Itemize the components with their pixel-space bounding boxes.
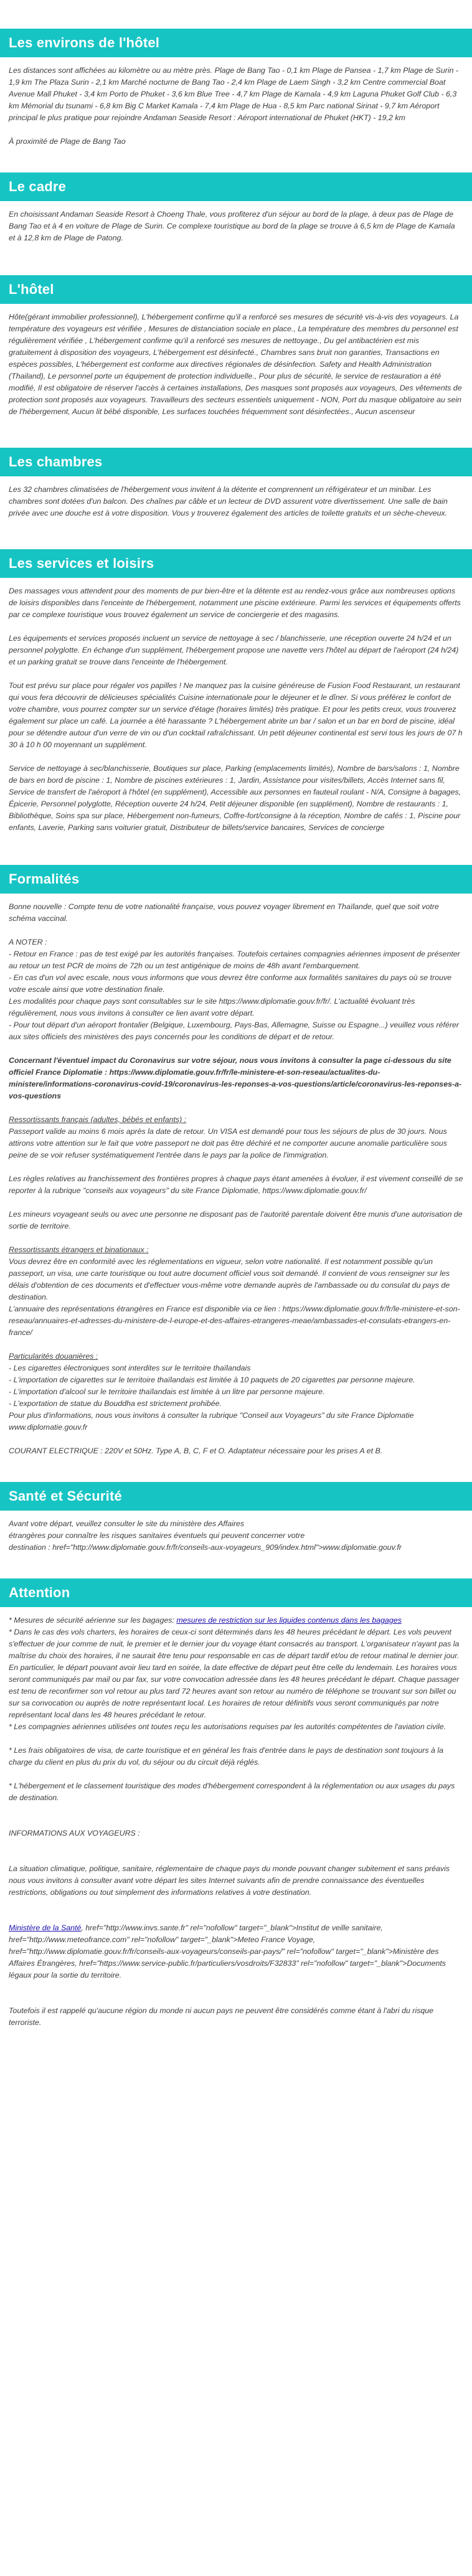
attention-2: * Dans le cas des vols charters, les horaires de ceux-ci sont déterminés dans les 48 heures précédant le départ. Les vols peuvent s'effectuer de jour comme de nuit, le premier et le dernier jour du voyage étant consacrés au transport. L'organisateur n'ayant pas la maîtrise du choix des horaires, il ne saurait être tenu pour responsable en cas de départ tardif et/ou de retour matinal le dernier jour. En particulier, le départ pouvant avoir lieu tard en soirée, la date effective de départ peut être celle du lendemain. Les horaires vous seront communiqués par mail ou par fax, sur votre convocation adressée dans les 48 heures précédant le départ. Chaque passager est tenu de reconfirmer son vol retour au plus tard 72 heures avant son retour au numéro de téléphone se trouvant sur son billet ou sur sa convocation ou auprès de notre représentant local. Les horaires de retour définitifs vous seront communiqués par notre représentant local dans les 48 heures précédant le retour. — [9, 1628, 460, 1719]
attention-1-text: * Mesures de sécurité aérienne sur les bagages: — [9, 1616, 177, 1625]
info-voyageurs-1: La situation climatique, politique, sanitaire, réglementaire de chaque pays du monde pouvant changer subitement et sans préavis — [9, 1864, 450, 1873]
section-services — [0, 578, 472, 834]
ressortissants-1: Passeport valide au moins 6 mois après la date de retour. Un VISA est demandé pour tous les séjours de plus de 30 jours. Nous attirons votre attention sur le fait que votre passeport ne doit pas être déchiré et ne comporter aucune anomalie particulière sous peine de se voir refuser systématiquement l'entrée dans le pays par la police de l'immigration. — [9, 1127, 447, 1159]
ministere-sante-link[interactable]: Ministère de la Santé — [9, 1923, 82, 1932]
info-voyageurs-heading: INFORMATIONS AUX VOYAGEURS : — [9, 1829, 140, 1838]
attention-4: * Les frais obligatoires de visa, de carte touristique et en général les frais d'entrée dans le pays de destination sont toujours à la charge du client en plus du prix du vol, du séjour ou du circuit déjà réglés. — [9, 1746, 444, 1767]
attention-1 — [9, 1615, 463, 1626]
formalites-intro: Bonne nouvelle : Compte tenu de votre nationalité française, vous pouvez voyager librement en Thaïlande, quel que soit votre schéma vaccinal. — [9, 902, 439, 923]
courant-electrique: COURANT ELECTRIQUE : 220V et 50Hz. Type A, B, C, F et O. Adaptateur nécessaire pour les prises A et B. — [9, 1446, 383, 1455]
section-sante — [0, 1511, 472, 1554]
services-p4: Service de nettoyage à sec/blanchisserie, Boutiques sur place, Parking (emplacements limités), Nombre de bars/salons : 1, Nombre de bars en bord de piscine : 1, Nombre de piscines extérieures : 1, Jardin, Assistance pour visites/billets, Accès Internet sans fil, Service de transfert de l'aéroport à l'hôtel (en supplément), Accessible aux personnes en fauteuil roulant - N/A, Consigne à bagages, Épicerie, Personnel polyglotte, Réception ouverte 24 h/24, Petit déjeuner disponible (en supplément), Nombre de restaurants : 1, Bibliothèque, Soins spa sur place, Hébergement non-fumeurs, Coffre-fort/consigne à la réception, Nombre de cafés : 1, Piscine pour enfants, Laverie, Parking sans voiturier gratuit, Distributeur de billets/service bancaires, Services de concierge — [9, 764, 461, 832]
douane-2: - L'importation de cigarettes sur le territoire thaïlandais est limitée à 10 paquets de 20 cigarettes par personne majeure. — [9, 1375, 415, 1384]
section-chambres — [0, 476, 472, 519]
section-title-cadre: Le cadre — [0, 172, 472, 201]
services-p2: Les équipements et services proposés incluent un service de nettoyage à sec / blanchisserie, une réception ouverte 24 h/24 et un personnel polyglotte. En échange d'un supplément, l'hébergement propose une navette vers l'hôtel au départ de l'aéroport (24 h/24) et un parking gratuit se trouve dans l'enceinte de l'hébergement. — [9, 634, 459, 666]
douane-5: Pour plus d'informations, nous vous invitons à consulter la rubrique "Conseil aux Voyageurs" du site France Diplomatie www.diplomatie.gouv.fr — [9, 1411, 414, 1432]
sante-line-3: destination : href="http://www.diplomatie.gouv.fr/fr/conseils-aux-voyageurs_909/index.html">www.diplomatie.gouv.fr — [9, 1543, 402, 1552]
note-1: - Retour en France : pas de test exigé par les autorités françaises. Toutefois certaines compagnies aériennes imposent de présenter au retour un test PCR de moins de 72h ou un test antigénique de moins de 48h avant l'embarquement. — [9, 950, 460, 970]
environs-proximity: À proximité de Plage de Bang Tao — [9, 137, 126, 146]
section-title-formalites: Formalités — [0, 865, 472, 894]
section-title-attention: Attention — [0, 1578, 472, 1607]
section-title-services: Les services et loisirs — [0, 549, 472, 578]
section-environs — [0, 57, 472, 148]
liquids-restriction-link[interactable]: mesures de restriction sur les liquides contenus dans les bagages — [176, 1616, 402, 1625]
info-voyageurs-2: nous vous invitons à consulter avant votre départ les sites Internet suivants afin de prendre connaissance des éventuelles restrictions, obligations ou tout simplement des informations relatives à votre destination. — [9, 1876, 425, 1897]
section-title-environs: Les environs de l'hôtel — [0, 29, 472, 57]
covid-notice: Concernant l'éventuel impact du Coronavirus sur votre séjour, nous vous invitons à consulter la page ci-dessous du site officiel France Diplomatie : https://www.diplomatie.gouv.fr/fr/le-ministere-et-son-reseau/actualites-du-ministere/informations-coronavirus-covid-19/coronavirus-les-reponses-a-vos-questions/article/coronavirus-les-reponses-a-vos-questions — [9, 1056, 462, 1100]
note-4: - Pour tout départ d'un aéroport frontalier (Belgique, Luxembourg, Pays-Bas, Allemagne, Suisse ou Espagne...) veuillez vous référer aux sites officiels des ministères des pays concernés pour les conditions de départ et de retour. — [9, 1021, 460, 1041]
section-attention — [0, 1607, 472, 2029]
chambres-text: Les 32 chambres climatisées de l'hébergement vous invitent à la détente et comprennent un réfrigérateur et un minibar. Les chambres sont dotées d'un balcon. Des chaînes par câble et un lecteur de DVD assurent votre divertissement. Une salle de bain privée avec une douche est à votre disposition. Vous y trouverez également des articles de toilette gratuits et un sèche-cheveux. — [9, 485, 448, 517]
ressortissants-2: Les règles relatives au franchissement des frontières propres à chaque pays étant amenées à évoluer, il est vivement conseillé de se reporter à la rubrique "conseils aux voyageurs" du site France Diplomatie, https://www.diplomatie.gouv.fr/ — [9, 1174, 463, 1195]
official-links — [9, 1922, 463, 1981]
note-3: Les modalités pour chaque pays sont consultables sur le site https://www.diplomatie.gouv.fr/fr/. L'actualité évoluant très régulièrement, nous vous invitons à consulter ce lien avant votre départ. — [9, 997, 415, 1017]
cadre-text: En choisissant Andaman Seaside Resort à Choeng Thale, vous profiterez d'un séjour au bord de la plage, à deux pas de Plage de Bang Tao et à 4 en voiture de Plage de Surin. Ce complexe touristique au bord de la plage se trouve à 6,5 km de Plage de Kamala et à 12,8 km de Plage de Patong. — [9, 210, 455, 242]
douane-4: - L'exportation de statue du Bouddha est strictement prohibée. — [9, 1399, 222, 1408]
attention-5: * L'hébergement et le classement touristique des modes d'hébergement correspondent à la réglementation ou aux usages du pays de destination. — [9, 1781, 455, 1802]
environs-distances: Les distances sont affichées au kilomètre ou au mètre près. Plage de Bang Tao - 0,1 km Plage de Pansea - 1,7 km Plage de Surin - 1,9 km The Plaza Surin - 2,1 km Marché nocturne de Bang Tao - 2,4 km Plage de Laem Singh - 3,2 km Centre commercial Boat Avenue Mall Phuket - 3,4 km Porto de Phuket - 3,6 km Blue Tree - 4,7 km Plage de Kamala - 4,9 km Laguna Phuket Golf Club - 6,3 km Mémorial du tsunami - 6,8 km Big C Market Kamala - 7,4 km Plage de Hua - 8,5 km Parc national Sirinat - 9,7 km Aéroport principal le plus pratique pour rejoindre Andaman Seaside Resort : Aéroport international de Phuket (HKT) - 19,2 km — [9, 66, 459, 122]
sante-line-1: Avant votre départ, veuillez consulter le site du ministère des Affaires — [9, 1519, 245, 1528]
ressortissants-heading: Ressortissants français (adultes, bébés et enfants) : — [9, 1115, 187, 1124]
section-cadre — [0, 201, 472, 244]
etrangers-2: L'annuaire des représentations étrangères en France est disponible via ce lien : https://www.diplomatie.gouv.fr/fr/le-ministere-et-son-reseau/annuaires-et-adresses-du-ministere-de-l-europe-et-des-affaires-etrangeres-meae/ambassades-et-consulats-etrangers-en-france/ — [9, 1305, 460, 1337]
douane-heading: Particularités douanières : — [9, 1352, 98, 1361]
hotel-text: Hôte(gérant immobilier professionnel), L'hébergement confirme qu'il a renforcé ses mesures de sécurité vis-à-vis des voyageurs. La température des voyageurs est vérifiée , Mesures de distanciation sociale en place., La température des membres du personnel est régulièrement vérifiée , L'hébergement confirme qu'il a renforcé ses mesures de nettoyage., Du gel antibactérien est mis gratuitement à disposition des voyageurs, L'hébergement est désinfecté., Chambres sans bruit non garanties, Transactions en espèces possibles, L'hébergement est conforme aux directives régionales de désinfection. Safety and Health Administration (Thailand), Le personnel porte un équipement de protection individuelle., Pour plus de sécurité, le service de restauration a été modifié, Il est obligatoire de réserver l'accès à certaines installations, Des masques sont proposés aux voyageurs, Des vêtements de protection sont proposés aux voyageurs. Travailleurs des secteurs essentiels uniquement - NON, Port du masque obligatoire au sein de l'hébergement, Aucun lit bébé disponible, Les surfaces touchées fréquemment sont désinfectées., Aucun ascenseur — [9, 313, 462, 416]
ressortissants-3: Les mineurs voyageant seuls ou avec une personne ne disposant pas de l'autorité parentale doivent être munis d'une autorisation de sortie de territoire. — [9, 1210, 463, 1230]
etrangers-heading: Ressortissants étrangers et binationaux : — [9, 1245, 149, 1254]
attention-3: * Les compagnies aériennes utilisées ont toutes reçu les autorisations requises par les autorités compétentes de l'aviation civile. — [9, 1722, 446, 1731]
note-heading: A NOTER : — [9, 938, 47, 946]
douane-1: - Les cigarettes électroniques sont interdites sur le territoire thaïlandais — [9, 1364, 251, 1372]
etrangers-1: Vous devrez être en conformité avec les réglementations en vigueur, selon votre nationalité. Il est notamment possible qu'un passeport, un visa, une carte touristique ou tout autre document officiel vous soit demandé. Il convient de vous renseigner sur les délais d'obtention de ces documents et d'effectuer vous-même votre demande auprès de l'ambassade ou du consulat du pays de destination. — [9, 1257, 450, 1301]
section-hotel — [0, 304, 472, 418]
official-links-rest: , href="http://www.invs.sante.fr" rel="nofollow" target="_blank">Institut de veille sanitaire, href="http://www.meteofrance.com" rel="nofollow" target="_blank">Meteo France Voyage, href="http://www.diplomatie.gouv.fr/fr/conseils-aux-voyageurs/conseils-par-pays/" rel="nofollow" target="_blank">Ministère des Affaires Étrangères, href="https://www.service-public.fr/particuliers/vosdroits/F32833" rel="nofollow" target="_blank">Documents légaux pour la sortie du territoire. — [9, 1923, 446, 1979]
douane-3: - L'importation d'alcool sur le territoire thaïlandais est limitée à un litre par personne majeure. — [9, 1387, 325, 1396]
sante-line-2: étrangères pour connaître les risques sanitaires éventuels qui peuvent concerner votre — [9, 1531, 305, 1540]
section-title-hotel: L'hôtel — [0, 275, 472, 304]
note-2: - En cas d'un vol avec escale, nous vous informons que vous devrez être conforme aux formalités sanitaires du pays où se trouve votre escale ainsi que votre destination finale. — [9, 973, 452, 994]
section-formalites — [0, 894, 472, 1457]
section-title-chambres: Les chambres — [0, 448, 472, 476]
terrorism-notice: Toutefois il est rappelé qu'aucune région du monde ni aucun pays ne peuvent être considérés comme étant à l'abri du risque terroriste. — [9, 2006, 434, 2027]
services-p1: Des massages vous attendent pour des moments de pur bien-être et la détente est au rendez-vous grâce aux nombreuses options de loisirs disponibles dans l'enceinte de l'hébergement, notamment une piscine extérieure. Parmi les services et équipements offerts par ce complexe touristique vous trouvez également un service de conciergerie et des magasins. — [9, 587, 461, 619]
services-p3: Tout est prévu sur place pour régaler vos papilles ! Ne manquez pas la cuisine généreuse de Fusion Food Restaurant, un restaurant qui vous fera découvrir de délicieuses spécialités Cuisine internationale pour le déjeuner et le dîner. Si vous préférez le confort de votre chambre, vous pourrez compter sur un service d'étage (horaires limités) très pratique. Et pour les petits creux, vous trouverez également sur place un café. La journée a été harassante ? L'hébergement abrite un bar / salon et un bar en bord de piscine, idéal pour se détendre autour d'un verre de vin ou d'un cocktail rafraîchissant. Un petit déjeuner continental est servi tous les jours de 07 h 30 à 10 h 00 moyennant un supplément. — [9, 681, 463, 749]
section-title-sante: Santé et Sécurité — [0, 1482, 472, 1511]
